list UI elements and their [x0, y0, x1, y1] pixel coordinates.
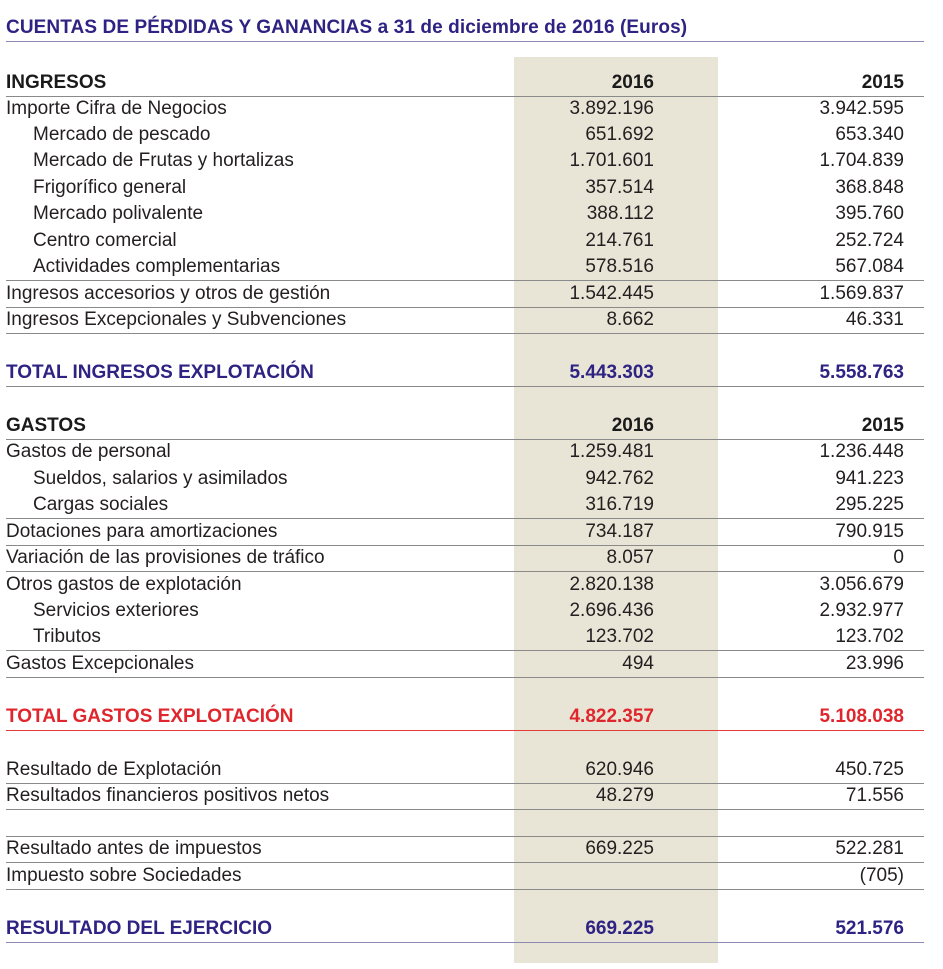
- total-gastos-row: [6, 704, 924, 731]
- total-gastos-2015: 5.108.038: [819, 706, 904, 727]
- row-value-2015: 123.702: [835, 626, 904, 647]
- row-value-2016: 1.259.481: [569, 441, 654, 462]
- row-value-2015: 3.056.679: [819, 574, 904, 595]
- table-row: [6, 492, 924, 519]
- row-label: Otros gastos de explotación: [6, 574, 242, 595]
- row-label: Impuesto sobre Sociedades: [6, 865, 242, 886]
- total-gastos-label: TOTAL GASTOS EXPLOTACIÓN: [6, 706, 294, 727]
- gastos-header-2016: 2016: [611, 415, 654, 436]
- row-value-2015: (705): [859, 865, 904, 886]
- row-value-2016: 669.225: [585, 838, 654, 859]
- row-value-2015: 941.223: [835, 468, 904, 489]
- total-ingresos-2015: 5.558.763: [819, 362, 904, 383]
- table-row: [6, 96, 924, 122]
- row-value-2015: 0: [893, 547, 904, 568]
- total-ingresos-2016: 5.443.303: [569, 362, 654, 383]
- table-row: [6, 307, 924, 334]
- row-value-2015: 3.942.595: [819, 98, 904, 119]
- table-row: [6, 624, 924, 651]
- total-ingresos-row: [6, 360, 924, 387]
- row-value-2016: 357.514: [585, 177, 654, 198]
- row-label: Resultados financieros positivos netos: [6, 785, 330, 806]
- row-label: Gastos Excepcionales: [6, 653, 194, 674]
- ingresos-header-label: INGRESOS: [6, 72, 107, 93]
- row-value-2016: 8.057: [606, 547, 654, 568]
- row-value-2016: 578.516: [585, 256, 654, 277]
- resultado-antes-impuestos-row: [6, 836, 924, 863]
- row-label: Ingresos accesorios y otros de gestión: [6, 283, 331, 304]
- table-row: [6, 281, 924, 308]
- row-label: Variación de las provisiones de tráfico: [6, 547, 325, 568]
- resultado-ejercicio-2015: 521.576: [835, 918, 904, 939]
- total-gastos-2016: 4.822.357: [569, 706, 654, 727]
- table-row: [6, 466, 924, 492]
- table-row: [6, 228, 924, 254]
- resultados-financieros-row: [6, 783, 924, 810]
- row-label: Dotaciones para amortizaciones: [6, 521, 278, 542]
- gastos-header-row: [6, 413, 924, 440]
- row-value-2015: 567.084: [835, 256, 904, 277]
- row-value-2015: 1.704.839: [819, 150, 904, 171]
- row-value-2015: 295.225: [835, 494, 904, 515]
- ingresos-header-2015: 2015: [861, 72, 904, 93]
- title-divider: [6, 41, 924, 42]
- row-label: Mercado de pescado: [33, 124, 211, 145]
- row-label: Frigorífico general: [33, 177, 187, 198]
- table-row: [6, 122, 924, 148]
- table-row: [6, 598, 924, 624]
- table-row: [6, 519, 924, 546]
- page-title: CUENTAS DE PÉRDIDAS Y GANANCIAS a 31 de diciembre de 2016 (Euros): [6, 17, 688, 38]
- resultado-explotacion-row: [6, 757, 924, 784]
- resultado-ejercicio-2016: 669.225: [585, 918, 654, 939]
- row-value-2016: 1.701.601: [569, 150, 654, 171]
- row-value-2016: 2.820.138: [569, 574, 654, 595]
- row-value-2015: 2.932.977: [819, 600, 904, 621]
- table-row: [6, 201, 924, 227]
- row-value-2015: 1.236.448: [819, 441, 904, 462]
- row-value-2015: 1.569.837: [819, 283, 904, 304]
- row-value-2015: 653.340: [835, 124, 904, 145]
- spacer-row: [6, 810, 924, 837]
- row-value-2015: 395.760: [835, 203, 904, 224]
- row-value-2015: 522.281: [835, 838, 904, 859]
- resultado-ejercicio-row: [6, 916, 924, 943]
- row-value-2016: 2.696.436: [569, 600, 654, 621]
- table-row: [6, 572, 924, 598]
- row-value-2016: 48.279: [595, 785, 654, 806]
- row-value-2016: 651.692: [585, 124, 654, 145]
- gastos-header-label: GASTOS: [6, 415, 86, 436]
- row-value-2015: 46.331: [845, 309, 904, 330]
- row-label: Tributos: [33, 626, 101, 647]
- row-value-2016: 494: [622, 653, 654, 674]
- row-value-2015: 790.915: [835, 521, 904, 542]
- row-value-2015: 71.556: [845, 785, 904, 806]
- row-label: Resultado antes de impuestos: [6, 838, 262, 859]
- ingresos-header-2016: 2016: [611, 72, 654, 93]
- table-row: [6, 651, 924, 678]
- row-label: Importe Cifra de Negocios: [6, 98, 227, 119]
- resultado-ejercicio-label: RESULTADO DEL EJERCICIO: [6, 918, 273, 939]
- row-value-2015: 368.848: [835, 177, 904, 198]
- table-row: [6, 254, 924, 281]
- ingresos-header-row: [6, 70, 924, 97]
- table-row: [6, 439, 924, 465]
- row-value-2015: 450.725: [835, 759, 904, 780]
- row-value-2016: 123.702: [585, 626, 654, 647]
- row-value-2016: 942.762: [585, 468, 654, 489]
- row-value-2016: 620.946: [585, 759, 654, 780]
- row-label: Actividades complementarias: [33, 256, 281, 277]
- row-value-2016: 3.892.196: [569, 98, 654, 119]
- row-label: Servicios exteriores: [33, 600, 199, 621]
- table-row: [6, 545, 924, 572]
- row-value-2016: 214.761: [585, 230, 654, 251]
- row-label: Mercado polivalente: [33, 203, 204, 224]
- row-label: Sueldos, salarios y asimilados: [33, 468, 288, 489]
- row-value-2016: 316.719: [585, 494, 654, 515]
- row-label: Gastos de personal: [6, 441, 171, 462]
- row-label: Cargas sociales: [33, 494, 169, 515]
- row-value-2016: 1.542.445: [569, 283, 654, 304]
- row-value-2015: 23.996: [845, 653, 904, 674]
- row-label: Ingresos Excepcionales y Subvenciones: [6, 309, 347, 330]
- table-row: [6, 175, 924, 201]
- total-ingresos-label: TOTAL INGRESOS EXPLOTACIÓN: [6, 362, 314, 383]
- row-value-2016: 734.187: [585, 521, 654, 542]
- row-value-2016: 388.112: [586, 203, 654, 224]
- impuesto-sociedades-row: [6, 863, 924, 890]
- table-row: [6, 148, 924, 174]
- row-value-2015: 252.724: [835, 230, 904, 251]
- row-label: Mercado de Frutas y hortalizas: [33, 150, 294, 171]
- row-label: Centro comercial: [33, 230, 177, 251]
- gastos-header-2015: 2015: [861, 415, 904, 436]
- row-value-2016: 8.662: [606, 309, 654, 330]
- row-label: Resultado de Explotación: [6, 759, 222, 780]
